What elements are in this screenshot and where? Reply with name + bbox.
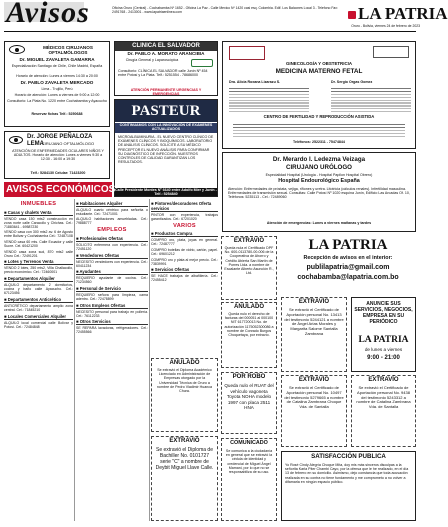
header-contact: Oficina Oruro (Central) - Cochabamba Nº 1652 - Oficina La Paz - Calle Mexico Nº 1420 casi esq. Colombia. Edif. Los Balcones Local 3 - Telefono Fax: 2491768 - 2413001 - www.lapatriaenlinea.com (112, 6, 338, 14)
ad-body: ATENCIÓN DE ENFERMEDADES OCULARES NIÑOS Y ADULTOS. Horario de atención: Lunes a viernes 9:30 a 12:30 - 16:00 a 19:30 (12, 149, 104, 162)
nacer-logo-icon (373, 46, 409, 58)
notice-title: COMUNICADO (230, 440, 268, 446)
hours: Atención de emergencias: Lunes a viernes mañanas y tardes (266, 221, 372, 225)
ad-title: GINECOLOGÍA Y OBSTETRICIA (285, 61, 353, 66)
doctor-spec: Especialización Santiago de Chile, Chile Madrid, España (11, 64, 103, 68)
doctor-spec: CIRUJANO URÓLOGO (285, 164, 352, 171)
classified-category: ■ Productos Compra (151, 231, 218, 237)
classified-ad: VENDO casa 60 mts. Calle Ecuador y calle Sucre. Cel. 60421200 (4, 239, 73, 249)
column-rule (149, 199, 150, 521)
classified-ad: ANTICRÉTICO departamento amplio zona central. Cel.: 71845210 (4, 303, 73, 312)
university-logo-icon (229, 46, 265, 60)
classified-ad: SE HACE trabajos de albañilería. Cel.: 72455412 (151, 274, 218, 283)
classified-ad: REQUIERO ayudante de cocina. Cel.: 71234560 (76, 276, 148, 285)
classified-ad: COMPRO oro, plata, joyas en general. Cel.: 72487777 (151, 238, 218, 247)
pasteur-banner (115, 100, 217, 122)
notice-anulado (221, 302, 277, 368)
notice-body: Yo Rosé Cindy Alegría Choque Mita, doy mis más sinceros disculpas a la señorita Karla Piter Chambi Cayo, por la ofensa que le he realizado, en el día 13 de febrero en su domicilio. Asimismo, dejo constancia que toda acusación realizada en su contra no tiene fundamento y me comprometo a no volver a difamarla en ningún espacio público. (285, 463, 409, 484)
notice-body: Se extravió el Diploma de Bachiller No. 0101727 serie "C" a nombre de Deybit Miguel Llave Calle. (155, 447, 214, 471)
classified-category: ■ Departamentos Anticrético (4, 297, 73, 303)
notice-body: Queda nulo el RUAT del vehículo vagoneta Toyota NOHA modelo 1997 con placa 2511 HNA (224, 383, 274, 411)
brand-name: LA PATRIA (358, 335, 409, 345)
classified-category: ■ Servicios Ofertas (151, 267, 218, 273)
ad-title: MÉDICOS CIRUJANOS OFTALMÓLOGOS (43, 45, 93, 55)
header-date: Oruro - Bolivia, viernes 24 de febrero de 2023 (351, 24, 420, 28)
ad-subtitle: MEDICINA MATERNO FETAL (275, 68, 363, 75)
doctor-spec: Cirugía General y Laparoscópica (125, 58, 179, 62)
column-rule (74, 199, 75, 521)
notice-title: POR ROBO (232, 374, 266, 380)
notice-title: EXTRAVÍO (298, 377, 330, 383)
section-title: AVISOS ECONÓMICOS (6, 184, 116, 195)
clinic-logo-icon (191, 59, 213, 67)
phone: Telf.: 5284130 Celular: 71423200 (30, 171, 86, 175)
notice-title: EXTRAVÍO (298, 299, 330, 305)
classified-category: ■ Otros Empleos Ofertas (76, 303, 148, 309)
ad-spec: Especialidad Hospital (Urología - Hospital Papilon Hospital Obrero) (265, 173, 373, 177)
classified-category: ■ Otros Servicios (76, 319, 148, 325)
notice-body: Se comunica a la ciudadanía en general que se extravió la cédula de identidad y credencial de Miguel Ángel Mamani, por lo que no se responsabiliza de su uso. (225, 449, 273, 475)
doctor-spec: Lima - Trujillo, Perú (41, 87, 73, 91)
classified-section-heading: VARIOS (173, 222, 196, 229)
doctor-right-details (331, 86, 411, 112)
patria-line: Recepción de avisos en el interior: (303, 255, 393, 261)
doctor-name: Dr. JORGE PEÑALOZA LEMA (27, 134, 93, 147)
notice-extravio (351, 375, 416, 447)
classified-ad: ALQUILO cuarto céntrico para señorita o estudiante. Cel.: 72471001 (76, 207, 148, 216)
hours: Horario de atención: Lunes a viernes de 9:00 a 12:00 (14, 93, 100, 97)
hours: ATENCIÓN PERMANENTE URGENCIAS Y EMERGENCIAS (130, 88, 202, 97)
classified-ad: REQUIERO señora para limpieza, cama adentro. Cel.: 72478899 (76, 292, 148, 302)
eye-icon (9, 136, 23, 144)
doctor-left: Dra. Alicia Roxana Lizarazu S. (229, 80, 281, 84)
classified-ad: VENDO 2 lotes, 250 mts2, Villa Challacollo, precio económico. Cel.: 72460001 (4, 266, 73, 275)
center-details (233, 122, 405, 138)
notice-body: Se extravió el Certificado de Aportación personal No. 9438 del testimonio 5243312 a nombre de Catalina Zambrana Vda. de Santalla (356, 385, 411, 410)
ad-body: Atención: Enfermedades de próstata, vejiga, riñones y uretra. Litotricia (cálculos renales). Infertilidad masculina. Enfermedades de transmisión sexual. Consultas: Calle Potosí Nº 1020 esquina Junín, Edificio Las Arcadas Of. 10, Teléfonos: 5235113 - Cel.: 72489060 (228, 187, 410, 200)
address: Consultorio: CLÍNICA EL SALVADOR calle Junín Nº 454 entre Potosí y La Plata. Telf.: 5251554 - 78686000 (118, 69, 208, 78)
ad-subtitle: CONTINUAMOS CON LA INNOVACIÓN DE EXÁMENES ACTUALIZADOS (115, 123, 217, 133)
ad-la-patria-recepcion (280, 236, 416, 296)
classified-category: ■ Profesionales Ofertas (76, 236, 148, 242)
anuncie-text: ANUNCIE SUS SERVICIOS, NEGOCIOS, EMPRESA EN SU PERIÓDICO (354, 301, 413, 325)
classified-ad: PINTOR con experiencia, trabajos garantizados. Cel.: 67201020 (151, 212, 218, 221)
brand-mark-icon (348, 11, 356, 19)
ad-ginecologia (222, 41, 416, 149)
notice-title: EXTRAVIO (233, 238, 265, 244)
notice-body: Se extravió el Certificado de Aportación personal No. 13413 del testimonio 5244121 a nombre de Ángel Arias Morales y Margarita Salome Santalla Zambrana (284, 307, 344, 336)
notice-title: ANULADO (169, 360, 200, 366)
classified-category: ■ Ayudantes (76, 269, 148, 275)
notice-por-robo (221, 372, 277, 434)
ad-clinica-salvador (114, 41, 218, 96)
header (4, 0, 448, 32)
doctor-spec: CIRUJANO OFTALMÓLOGO (41, 141, 95, 146)
classified-category: ■ Vendedores Ofertas (76, 253, 148, 259)
doctor-name: Dr. MIGUEL ZAVALETA GAMARRA (19, 57, 95, 62)
notice-anulado (151, 358, 218, 432)
classified-ad: VENDO casa zona sud, 870 mts2 calle Oruro Cel.: 72491201 (4, 249, 73, 258)
page-title: Avisos (6, 0, 90, 29)
anuncie-hours: 9:00 - 21:00 (367, 355, 400, 361)
notice-title: ANULADO (234, 304, 264, 310)
classified-ad: ALQUILO habitaciones amuebladas. Cel.: 79888777 (76, 217, 148, 226)
ad-body: MICROALBUMINURIA - EL NUEVO CENTRO CLÍNICO DE EXÁMENES CLÍNICOS Y BIOQUÍMICOS. LABORATORIO DE ANÁLISIS CLÍNICOS. SOLICITE A SU MÉDICO PRECEPTOR EL NUEVO ANÁLISIS PARA CONFIRMAR SU DIAGNÓSTICO DE INFECCIÓN. NUESTROS CONTROLES DE CALIDAD GARANTIZAN LOS RESULTADOS. (118, 135, 214, 165)
anuncie-days: de lunes a viernes (364, 347, 403, 352)
header-rule (4, 31, 416, 32)
classified-ad: ALQUILO local comercial calle Bolívar y Potosí. Cel.: 72484848 (4, 320, 73, 329)
ad-merardo-ledezma (222, 152, 416, 232)
classified-ad: NECESITO personal para trabajo en pollería. Cel.: 76112233 (76, 309, 148, 318)
notice-comunicado (221, 438, 277, 521)
hours: Horario de atención: Lunes a viernes 14:30 a 20:00 (16, 74, 98, 78)
classified-category: ■ Lotes y Terrenos Venta (4, 259, 73, 265)
classified-ad: ALQUILO departamento 2 dormitorios, cocina y baño calle Ayacucho. Cel.: 67123456 (4, 283, 73, 296)
eye-icon (9, 45, 25, 54)
ad-title: CLINICA EL SALVADOR (115, 42, 217, 51)
classified-ad: SE REPARA lavadoras, refrigeradores. Cel.: 72455566 (76, 326, 148, 335)
notice-title: EXTRAVÍO (368, 377, 399, 383)
classified-section-heading: EMPLEOS (97, 227, 127, 234)
classified-ad: COMPRO oro y plata al mejor precio. Cel.: 73839991 (151, 257, 218, 266)
notice-body: Se extravió el Certificado de Aportación personal No. 10497 del testimonio 5279665 a nombre de Catalina Zambrana Choque Vda. de Santalla (284, 385, 344, 410)
notice-extravio (281, 297, 347, 372)
doctor-name: Dr. PABLO ZAVALETA MERCADO (20, 80, 94, 85)
classified-ad: VENDO casa 150 mts2 construcción en zona norte calle Caracollo y Chichas. Cel.: 71883641 - 69587230 (4, 216, 73, 229)
economicos-banner (4, 182, 116, 197)
ad-medicos-oftalmologos (4, 41, 110, 127)
center-title: CENTRO DE FERTILIDAD Y REPRODUCCIÓN ASISTIDA (263, 114, 375, 119)
classified-col-1 (4, 199, 73, 521)
notice-extravio (221, 236, 277, 300)
doctor-right: Dr. Sergio Orgas Gomez (331, 80, 373, 84)
email-link[interactable]: publilapatria@gmail.com (306, 264, 390, 271)
doctor-name: Dr. Merardo I. Ledezma Veizaga (272, 156, 366, 163)
classified-ad: SOLICITO enfermera con experiencia. Cel.: 72451120 (76, 242, 148, 251)
brand-name: LA PATRIA (308, 237, 388, 253)
notice-title: SATISFACCIÓN PUBLICA (311, 453, 386, 460)
classified-col-3 (151, 199, 218, 349)
notice-body: Queda nulo el derecho de facturas del 000051 al 000100 NIT 617720013 No. de autorización 1175052300086 a nombre de Conrado Burgos Choquetaya, por extravío. (224, 312, 274, 338)
classified-category: ■ Habitaciones Alquiler (76, 201, 148, 207)
brand-name: LA PATRIA (358, 4, 448, 23)
notice-extravio (281, 375, 347, 447)
classified-ad: COMPRO botellas de vidrio, cartón, papel. Cel.: 69601212 (151, 247, 218, 256)
classified-section-heading: INMUEBLES (20, 201, 57, 207)
notice-title: EXTRAVIÓ (169, 438, 200, 444)
classified-ad: VENDO casa con 300 mts2 av. 6 de Agosto entre Bolivar y Cochabamba Cel.: 72487108 (4, 230, 73, 239)
classified-category: ■ Locales Comerciales Alquiler (4, 314, 73, 320)
ad-pasteur (114, 99, 218, 197)
classified-ad: NECESITO vendedores con experiencia. Cel.: 60411234 (76, 259, 148, 268)
classified-category: ■ Departamentos Alquiler (4, 276, 73, 282)
phone: Teléfonos: 2522311 - 75474844 (293, 140, 345, 144)
notice-extravio (151, 436, 218, 521)
doctor-name: Dr. PABLO A. MORATO ARANCIBIA (127, 51, 205, 56)
classified-category: ■ Personal de Servicio (76, 286, 148, 292)
brand-logo (348, 4, 448, 23)
ad-title: PASTEUR (131, 103, 201, 119)
ad-anuncie (351, 297, 416, 372)
doctor-left-details (229, 86, 309, 112)
classified-category: ■ Pintores/decoradores Oferta servicios (151, 201, 218, 212)
address: Consultorio: La Plata No. 1220 entre Cochabamba y Ayacucho (7, 99, 107, 103)
email-link[interactable]: cochabamba@lapatria.com.bo (297, 274, 399, 281)
classified-col-2 (76, 199, 148, 521)
notice-satisfaccion (281, 451, 416, 521)
clinic-name: Hospital Endourológico España (278, 178, 360, 184)
notice-body: Queda nula el Certificado DPF No. 600-0113780-00-006 de la Cooperativa de Ahorro y Crédito Abierta San Martín de Porres Ltda. a nombre de Escalante Alberto Asunción R., Ltd. (224, 246, 274, 276)
ad-jorge-penaloza (4, 131, 110, 179)
ad-footer: Calle Presidente Montes Nº 6640 entre Adolfo Mier y Junín - Telf.: 5254840 (115, 188, 217, 197)
phone: Reservar fichas Telf.: 5250688 (31, 112, 83, 116)
classified-category: ■ Casas y chalets Venta (4, 210, 73, 216)
notice-body: Se extravió el Diploma Académico Licenciado en Administración de Empresas otorgado por la Universidad Técnica de Oruro a nombre de Pedro Vladimir Huanca Chura. (156, 368, 213, 394)
